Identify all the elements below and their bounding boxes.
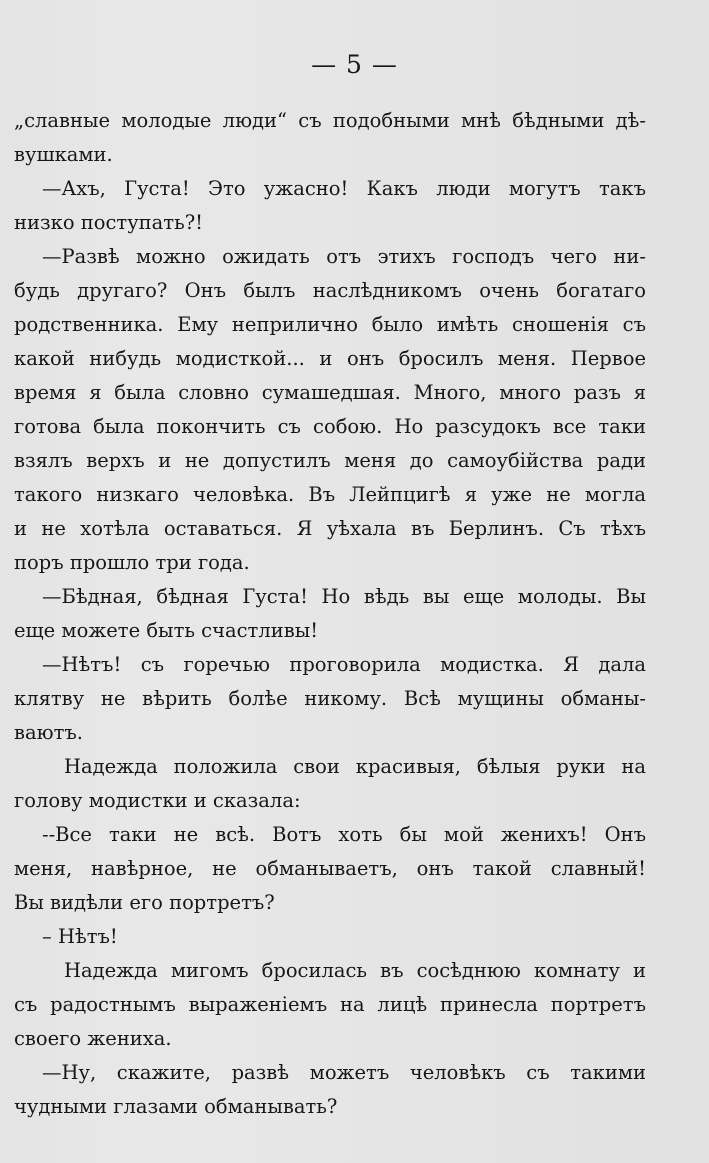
text-line: ваютъ.	[14, 721, 83, 744]
text-line: поръ прошло три года.	[14, 551, 250, 574]
page-number: — 5 —	[311, 50, 398, 79]
text-line: Надежда мигомъ бросилась въ сосѣднюю комнату и	[64, 959, 646, 982]
text-line: съ радостнымъ выраженіемъ на лицѣ принесла портретъ	[14, 993, 646, 1016]
text-line: Вы видѣли его портретъ?	[14, 891, 275, 914]
text-line: еще можете быть счастливы!	[14, 619, 319, 642]
text-line: своего жениха.	[14, 1027, 172, 1050]
text-line: низко поступать?!	[14, 211, 203, 234]
text-line: время я была словно сумашедшая. Много, много разъ я	[14, 381, 646, 404]
text-line: —Развѣ можно ожидать отъ этихъ господъ чего ни-	[42, 245, 646, 268]
text-line: голову модистки и сказала:	[14, 789, 301, 812]
text-line: —Нѣтъ! съ горечью проговорила модистка. Я дала	[42, 653, 646, 676]
text-line: – Нѣтъ!	[42, 925, 118, 948]
text-line: вушками.	[14, 143, 113, 166]
text-line: взялъ верхъ и не допустилъ меня до самоубійства ради	[14, 449, 646, 472]
text-line: Надежда положила свои красивыя, бѣлыя руки на	[64, 755, 646, 778]
body-text	[14, 104, 646, 1124]
text-line: будь другаго? Онъ былъ наслѣдникомъ очень богатаго	[14, 279, 646, 302]
text-line: такого низкаго человѣка. Въ Лейпцигѣ я уже не могла	[14, 483, 646, 506]
text-line: —Ну, скажите, развѣ можетъ человѣкъ съ такими	[42, 1061, 646, 1084]
text-line: какой нибудь модисткой... и онъ бросилъ меня. Первое	[14, 347, 646, 370]
text-line: „славные молодые люди“ съ подобными мнѣ бѣдными дѣ-	[14, 109, 646, 132]
text-line: готова была покончить съ собою. Но разсудокъ все таки	[14, 415, 646, 438]
text-line: клятву не вѣрить болѣе никому. Всѣ мущины обманы-	[14, 687, 646, 710]
text-line: меня, навѣрное, не обманываетъ, онъ такой славный!	[14, 857, 646, 880]
text-line: —Бѣдная, бѣдная Густа! Но вѣдь вы еще молоды. Вы	[42, 585, 646, 608]
text-line: —Ахъ, Густа! Это ужасно! Какъ люди могутъ такъ	[42, 177, 646, 200]
text-line: --Все таки не всѣ. Вотъ хоть бы мой женихъ! Онъ	[42, 823, 646, 846]
text-line: родственника. Ему неприлично было имѣть сношенія съ	[14, 313, 646, 336]
text-line: и не хотѣла оставаться. Я уѣхала въ Берлинъ. Съ тѣхъ	[14, 517, 646, 540]
text-line: чудными глазами обманывать?	[14, 1095, 338, 1118]
